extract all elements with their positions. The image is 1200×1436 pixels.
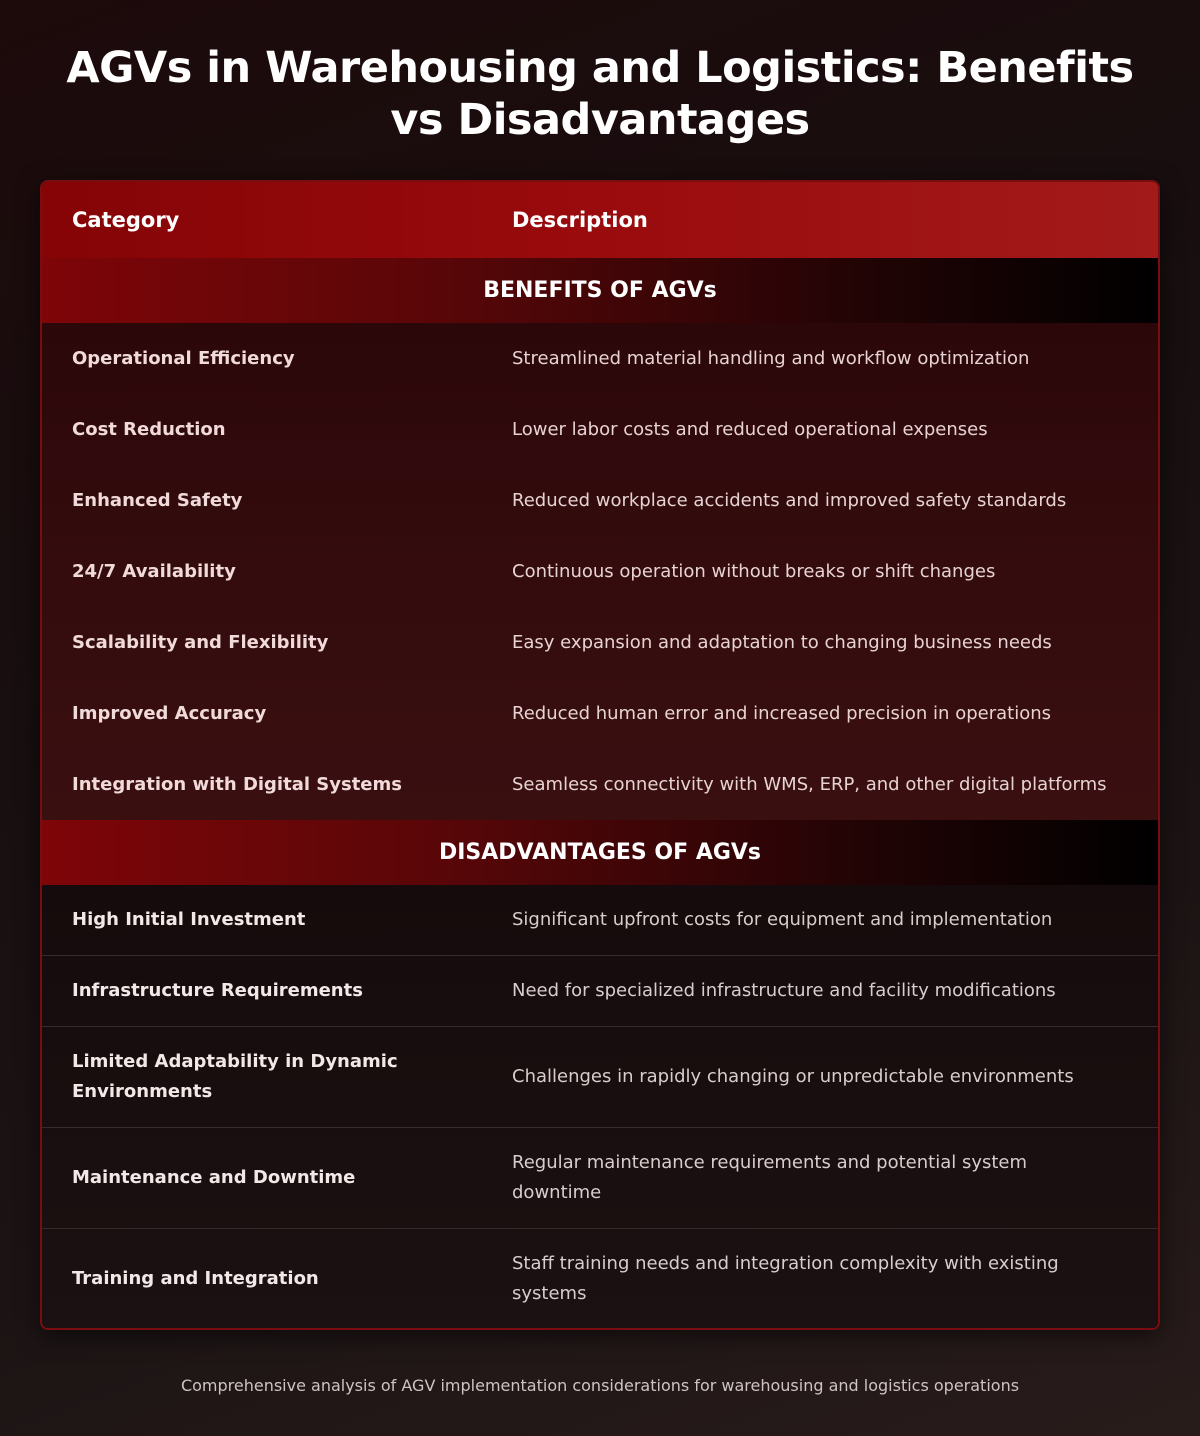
row-description: Staff training needs and integration complexity with existing systems	[512, 1253, 1059, 1304]
table-row	[42, 465, 1158, 536]
row-description: Easy expansion and adaptation to changing business needs	[512, 632, 1052, 653]
column-header-description: Description	[512, 208, 648, 232]
row-category: Maintenance and Downtime	[72, 1167, 356, 1188]
row-description: Streamlined material handling and workflow optimization	[512, 348, 1030, 369]
table-row	[42, 1027, 1158, 1128]
table-header-row	[42, 182, 1158, 258]
table-row	[42, 394, 1158, 465]
benefits-group	[42, 323, 1158, 820]
row-description: Challenges in rapidly changing or unpredictable environments	[512, 1066, 1074, 1087]
table-row	[42, 956, 1158, 1027]
table-row	[42, 749, 1158, 820]
row-description: Lower labor costs and reduced operational expenses	[512, 419, 988, 440]
table-row	[42, 536, 1158, 607]
table-row	[42, 678, 1158, 749]
row-category: Improved Accuracy	[72, 703, 267, 724]
row-category: Limited Adaptability in Dynamic Environments	[72, 1051, 398, 1102]
row-category: 24/7 Availability	[72, 561, 236, 582]
row-category: High Initial Investment	[72, 909, 306, 930]
row-description: Reduced workplace accidents and improved safety standards	[512, 490, 1067, 511]
row-category: Operational Efficiency	[72, 348, 295, 369]
row-description: Reduced human error and increased precision in operations	[512, 703, 1051, 724]
footer-caption: Comprehensive analysis of AGV implementation considerations for warehousing and logistics operations	[180, 1376, 1020, 1395]
table-row	[42, 1128, 1158, 1229]
row-category: Infrastructure Requirements	[72, 980, 363, 1001]
table-row	[42, 885, 1158, 956]
section-header-benefits: BENEFITS OF AGVs	[42, 258, 1158, 323]
row-description: Regular maintenance requirements and potential system downtime	[512, 1152, 1028, 1203]
page-title: AGVs in Warehousing and Logistics: Benefits vs Disadvantages	[66, 43, 1134, 145]
row-description: Significant upfront costs for equipment and implementation	[512, 909, 1053, 930]
disadvantages-group	[42, 885, 1158, 1329]
row-category: Cost Reduction	[72, 419, 226, 440]
row-category: Scalability and Flexibility	[72, 632, 329, 653]
row-description: Need for specialized infrastructure and facility modifications	[512, 980, 1056, 1001]
row-category: Training and Integration	[72, 1268, 319, 1289]
comparison-table	[40, 180, 1160, 1330]
row-description: Continuous operation without breaks or shift changes	[512, 561, 996, 582]
column-header-category: Category	[72, 208, 180, 232]
row-description: Seamless connectivity with WMS, ERP, and other digital platforms	[512, 774, 1107, 795]
section-header-disadvantages: DISADVANTAGES OF AGVs	[42, 820, 1158, 885]
row-category: Enhanced Safety	[72, 490, 243, 511]
table-row	[42, 607, 1158, 678]
row-category: Integration with Digital Systems	[72, 774, 402, 795]
table-row	[42, 1229, 1158, 1329]
table-row	[42, 323, 1158, 394]
